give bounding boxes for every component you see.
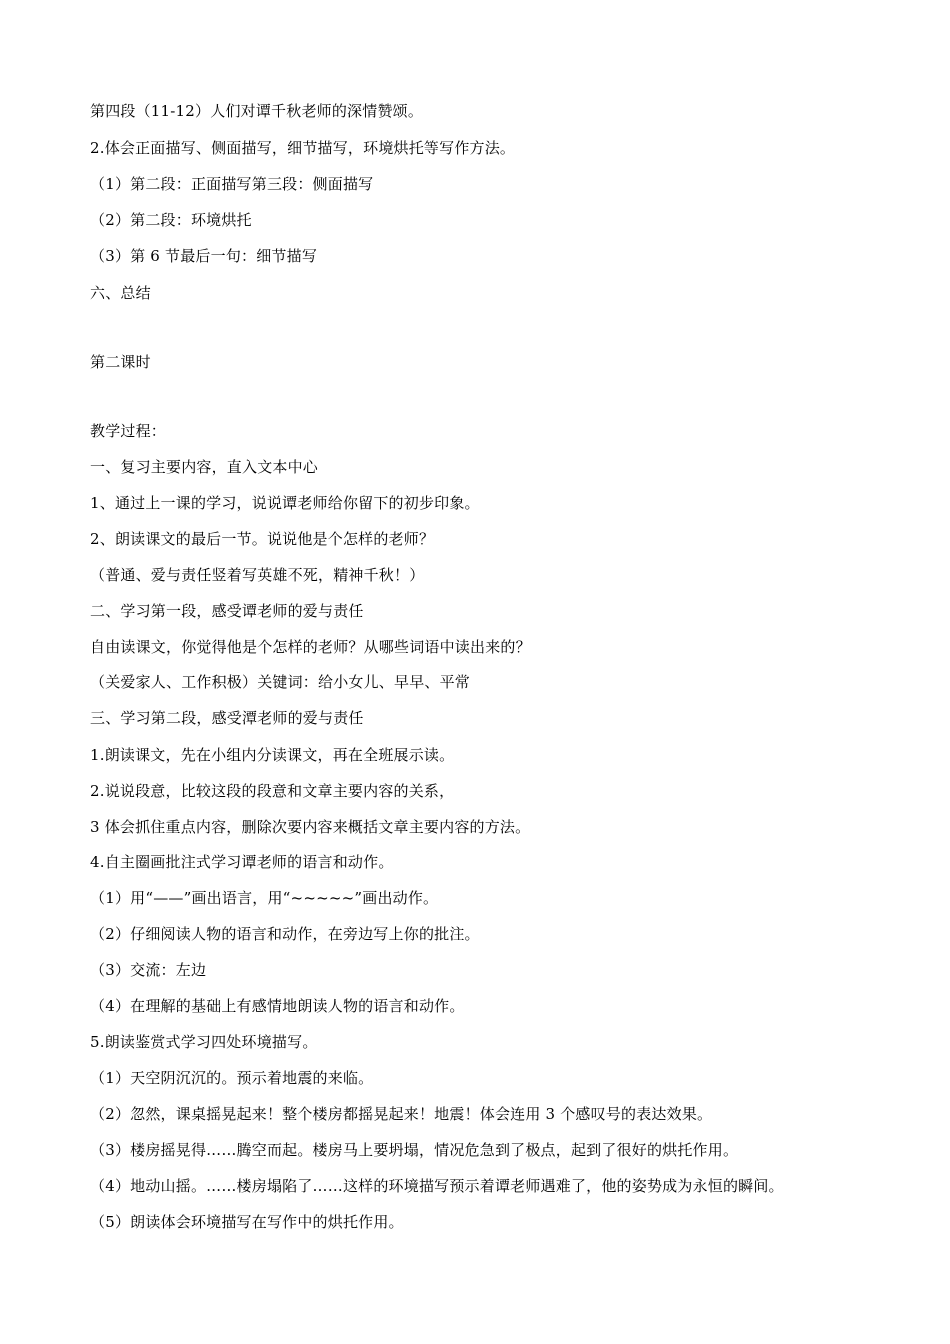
text-line: （3）楼房摇晃得……腾空而起。楼房马上要坍塌，情况危急到了极点，起到了很好的烘托作用。 xyxy=(90,1141,739,1159)
text-line: （4）在理解的基础上有感情地朗读人物的语言和动作。 xyxy=(90,997,465,1015)
text-line: （2）忽然，课桌摇晃起来！整个楼房都摇晃起来！地震！体会连用 3 个感叹号的表达效果。 xyxy=(90,1105,713,1123)
text-line: 1、通过上一课的学习，说说谭老师给你留下的初步印象。 xyxy=(90,494,480,512)
text-line: （3）交流：左边 xyxy=(90,961,207,979)
lesson-heading: 第二课时 xyxy=(90,353,151,371)
section-heading: 一、复习主要内容，直入文本中心 xyxy=(90,458,319,476)
text-line: 自由读课文，你觉得他是个怎样的老师？从哪些词语中读出来的？ xyxy=(90,638,531,656)
text-line: （4）地动山摇。……楼房塌陷了……这样的环境描写预示着谭老师遇难了，他的姿势成为永恒的瞬间。 xyxy=(90,1177,784,1195)
text-line: （关爱家人、工作积极）关键词：给小女儿、早早、平常 xyxy=(90,673,471,691)
section-heading: 三、学习第二段，感受潭老师的爱与责任 xyxy=(90,709,364,727)
text-line: （1）第二段：正面描写第三段：侧面描写 xyxy=(90,175,374,193)
text-line: （1）用“——”画出语言，用“~~~~~”画出动作。 xyxy=(90,889,439,907)
text-line: 2、朗读课文的最后一节。说说他是个怎样的老师？ xyxy=(90,530,435,548)
text-line: 3 体会抓住重点内容，删除次要内容来概括文章主要内容的方法。 xyxy=(90,818,531,836)
text-line: （2）第二段：环境烘托 xyxy=(90,211,252,229)
text-line: 2.体会正面描写、侧面描写，细节描写，环境烘托等写作方法。 xyxy=(90,139,516,157)
section-heading: 六、总结 xyxy=(90,284,151,302)
text-line: （5）朗读体会环境描写在写作中的烘托作用。 xyxy=(90,1213,404,1231)
text-line: （3）第 6 节最后一句：细节描写 xyxy=(90,247,318,265)
section-heading: 教学过程： xyxy=(90,422,167,440)
text-line: （1）天空阴沉沉的。预示着地震的来临。 xyxy=(90,1069,374,1087)
text-line: 2.说说段意，比较这段的段意和文章主要内容的关系， xyxy=(90,782,455,800)
text-line: 4.自主圈画批注式学习谭老师的语言和动作。 xyxy=(90,853,394,871)
text-line: （普通、爱与责任竖着写英雄不死，精神千秋！） xyxy=(90,566,425,584)
text-line: （2）仔细阅读人物的语言和动作，在旁边写上你的批注。 xyxy=(90,925,480,943)
text-line: 第四段（11-12）人们对谭千秋老师的深情赞颂。 xyxy=(90,102,424,120)
section-heading: 二、学习第一段，感受谭老师的爱与责任 xyxy=(90,602,364,620)
text-line: 5.朗读鉴赏式学习四处环境描写。 xyxy=(90,1033,318,1051)
text-line: 1.朗读课文，先在小组内分读课文，再在全班展示读。 xyxy=(90,746,455,764)
